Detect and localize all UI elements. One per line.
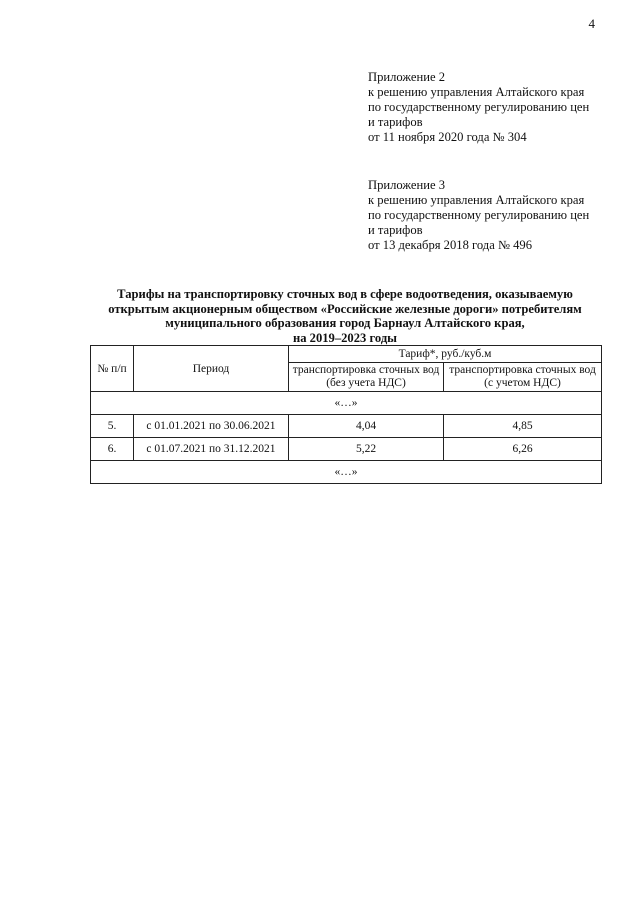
document-title	[90, 287, 600, 345]
ellipsis-cell: «…»	[91, 392, 602, 415]
appendix-3-line: по государственному регулированию цен	[368, 208, 590, 222]
appendix-3-header	[368, 178, 589, 253]
cell-period: с 01.07.2021 по 31.12.2021	[134, 438, 289, 461]
appendix-2-line: от 11 ноября 2020 года № 304	[368, 130, 527, 144]
title-line: на 2019–2023 годы	[292, 330, 398, 345]
header-number: № п/п	[91, 346, 134, 392]
header-period: Период	[134, 346, 289, 392]
title-line: Тарифы на транспортировку сточных вод в сфере водоотведения, оказываемую	[117, 287, 573, 301]
appendix-3-line: Приложение 3	[368, 178, 446, 192]
tariff-table	[90, 345, 602, 484]
table-row	[91, 438, 602, 461]
appendix-3-line: и тарифов	[368, 223, 423, 237]
table-header-row	[91, 346, 602, 363]
cell-tariff-no-vat: 4,04	[289, 415, 444, 438]
appendix-3-line: от 13 декабря 2018 года № 496	[368, 238, 533, 252]
appendix-2-line: по государственному регулированию цен	[368, 100, 590, 114]
appendix-2-line: и тарифов	[368, 115, 423, 129]
cell-tariff-vat: 6,26	[444, 438, 602, 461]
cell-tariff-vat: 4,85	[444, 415, 602, 438]
title-line: открытым акционерным обществом «Российские железные дороги» потребителям	[108, 301, 582, 316]
ellipsis-cell: «…»	[91, 461, 602, 484]
table-row-ellipsis	[91, 392, 602, 415]
cell-number: 5.	[91, 415, 134, 438]
table-row	[91, 415, 602, 438]
appendix-2-line: Приложение 2	[368, 70, 446, 84]
header-tariff: Тариф*, руб./куб.м	[289, 346, 602, 363]
cell-period: с 01.01.2021 по 30.06.2021	[134, 415, 289, 438]
title-line: муниципального образования город Барнаул Алтайского края,	[165, 316, 525, 330]
header-tariff-no-vat: транспортировка сточных вод (без учета НДС)	[289, 363, 444, 392]
appendix-2-line: к решению управления Алтайского края	[368, 85, 585, 99]
page-number: 4	[588, 16, 595, 31]
table-row-ellipsis	[91, 461, 602, 484]
cell-number: 6.	[91, 438, 134, 461]
cell-tariff-no-vat: 5,22	[289, 438, 444, 461]
appendix-2-header	[368, 70, 589, 145]
header-tariff-vat: транспортировка сточных вод (с учетом НДС)	[444, 363, 602, 392]
appendix-3-line: к решению управления Алтайского края	[368, 193, 585, 207]
